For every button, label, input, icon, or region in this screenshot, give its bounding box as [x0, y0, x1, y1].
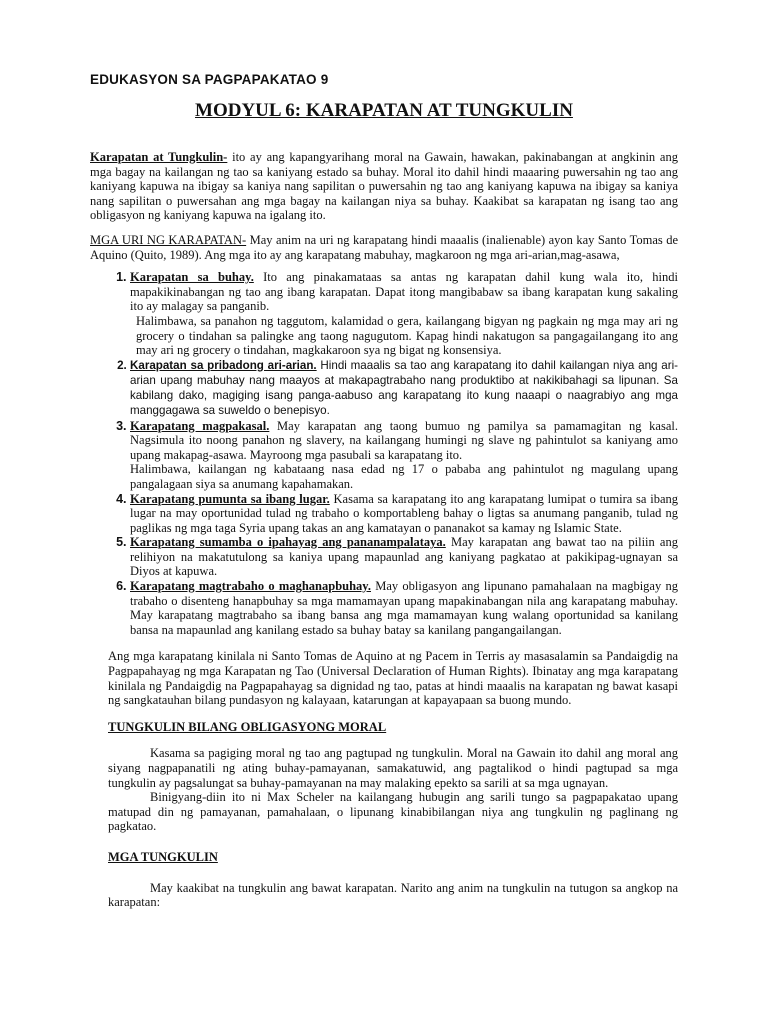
list-item	[130, 535, 678, 579]
right-term: Karapatan sa pribadong ari-arian.	[130, 358, 317, 372]
list-item	[130, 579, 678, 637]
right-term: Karapatang magpakasal.	[130, 418, 270, 433]
list-item	[130, 419, 678, 492]
list-item	[130, 492, 678, 536]
right-text: May karapatan ang taong bumuo ng pamilya sa pamamagitan ng kasal. Nagsimula ito noong panahon ng slavery, na kailangang humingi ng slave ng pahintulot sa kaniyang amo upang makapag-asawa. Mayroong mga pasubali sa karapatang ito.	[130, 418, 678, 462]
right-term: Karapatang sumamba o ipahayag ang pananampalataya.	[130, 535, 446, 550]
intro-text: ito ay ang kapangyarihang moral na Gawain, hawakan, pakinabangan at angkinin ang mga bagay na kailangan ng tao sa kaniyang estado sa buhay. Moral ito dahil hindi maaaring puwersahin ng tao ang kaniyang kapuwa na ibigay sa kaniya nang sapilitan o puwersahin ng tao ang kaniyang kapuwa na ibigay sa kaniya nang sapilitan o puwersahan ang mga bagay na kailangan niya sa buhay. Kaakibat sa karapatan ng isang tao ang obligasyon ng kaniyang kapuwa na igalang ito.	[90, 150, 678, 223]
right-example: Halimbawa, kailangan ng kabataang nasa edad ng 17 o pababa ang pahintulot ng magulang upang pangalagaan siya sa anumang kapahamakan.	[130, 462, 678, 491]
right-term: Karapatang magtrabaho o maghanapbuhay.	[130, 579, 371, 594]
right-text: Hindi maaalis sa tao ang karapatang ito dahil kailangan niya ang ari-arian upang mabuhay nang maayos at makapagtrabaho nang produktibo at nakikibahagi sa lipunan. Sa kabilang dako, magiging isang panga-aabuso ang karapatang ito kung naaapi o naagrabiyo ang mga manggagawa sa suweldo o benepisyo.	[130, 358, 679, 418]
right-term: Karapatang pumunta sa ibang lugar.	[130, 491, 330, 506]
duties-heading: MGA TUNGKULIN	[108, 849, 218, 864]
rights-types-text: May anim na uri ng karapatang hindi maaalis (inalienable) ayon kay Santo Tomas de Aquino (Quito, 1989). Ang mga ito ay ang karapatang mabuhay, magkaroon ng mga ari-arian,mag-asawa,	[90, 232, 678, 262]
intro-paragraph	[90, 150, 678, 223]
right-term: Karapatan sa buhay.	[130, 270, 254, 285]
module-title: MODYUL 6: KARAPATAN AT TUNGKULIN	[195, 100, 573, 121]
rights-types-paragraph	[90, 233, 678, 262]
duties-paragraph: May kaakibat na tungkulin ang bawat karapatan. Narito ang anim na tungkulin na tutugon sa angkop na karapatan:	[108, 880, 678, 910]
list-item	[130, 270, 678, 358]
rights-types-term: MGA URI NG KARAPATAN-	[90, 232, 247, 247]
document-body	[90, 150, 678, 910]
subject-header: EDUKASYON SA PAGPAPAKATAO 9	[90, 72, 329, 87]
list-item	[130, 358, 678, 419]
right-text: May obligasyon ang lipunano pamahalaan na magbigay ng trabaho o disenteng hanapbuhay sa mga mamamayan upang mapakinabangan nila ang karapatang mabuhay. May karapatang magtrabaho sa ibang bansa ang mga mamamayan kung walang oportunidad sa kanilang bansa na mapaunlad ang kanilang estado sa buhay batay sa kanilang pangangailangan.	[130, 579, 678, 637]
right-text: Kasama sa karapatang ito ang karapatang lumipat o tumira sa ibang lugar na may oportunidad tulad ng trabaho o komportableng bahay o ligtas sa anumang panganib, tulad ng paglikas ng mga taga Syria upang takas an ang kamatayan o pananakot sa kamay ng Islamic State.	[130, 491, 678, 535]
pacem-paragraph: Ang mga karapatang kinilala ni Santo Tomas de Aquino at ng Pacem in Terris ay masasalamin sa Pandaigdig na Pagpapahayag ng mga Karapatan ng Tao (Universal Declaration of Human Rights). Ibinatay ang mga karapatang kinilala ng Pandaigdig na Pagpapahayag sa dignidad ng tao, patas at hindi maaalis na karapatan ng bawat kasapi ng sangkatauhan bilang pundasyon ng kalayaan, katarungan at kapayapaan sa buong mundo.	[108, 649, 678, 708]
duty-paragraph-1: Kasama sa pagiging moral ng tao ang pagtupad ng tungkulin. Moral na Gawain ito dahil ang moral ang siyang nagpapanatili ng ating buhay-pamayanan, samakatuwid, ang pagtalikod o hindi pagtupad sa mga tungkulin ay pagsalungat sa buhay-pamayanan na may malaking epekto sa sarili at sa mga ugnayan.	[108, 746, 678, 790]
right-text: Ito ang pinakamataas sa antas ng karapatan dahil kung wala ito, hindi mapakikinabangan ng tao ang ibang karapatan. Dapat itong mangibabaw sa ibang karapatan kung sakaling ito ay malagay sa panganib.	[130, 270, 678, 314]
rights-list	[90, 270, 678, 637]
intro-term: Karapatan at Tungkulin-	[90, 150, 228, 164]
duty-paragraph-2: Binigyang-diin ito ni Max Scheler na kailangang hubugin ang sarili tungo sa pagpapakatao upang matupad din ng pamayanan, pamahalaan, o lipunang kinabibilangan niya ang tungkulin ng paglinang ng pagkatao.	[108, 790, 678, 834]
right-example: Halimbawa, sa panahon ng taggutom, kalamidad o gera, kailangang bigyan ng pagkain ng mga may ari ng grocery o tindahan sa palingke ang taong nagugutom. Kapag hindi nakatugon sa pangagailangang ito ang may ari ng grocery o tindahan, magkakaroon sya ng bigat ng konsensiya.	[136, 313, 678, 358]
right-text: May karapatan ang bawat tao na piliin ang relihiyon na makatutulong sa kaniya upang mapaunlad ang kaniyang pagkatao at pakikipag-ugnayan sa Diyos at kapuwa.	[130, 535, 678, 579]
duty-heading: TUNGKULIN BILANG OBLIGASYONG MORAL	[108, 719, 387, 734]
